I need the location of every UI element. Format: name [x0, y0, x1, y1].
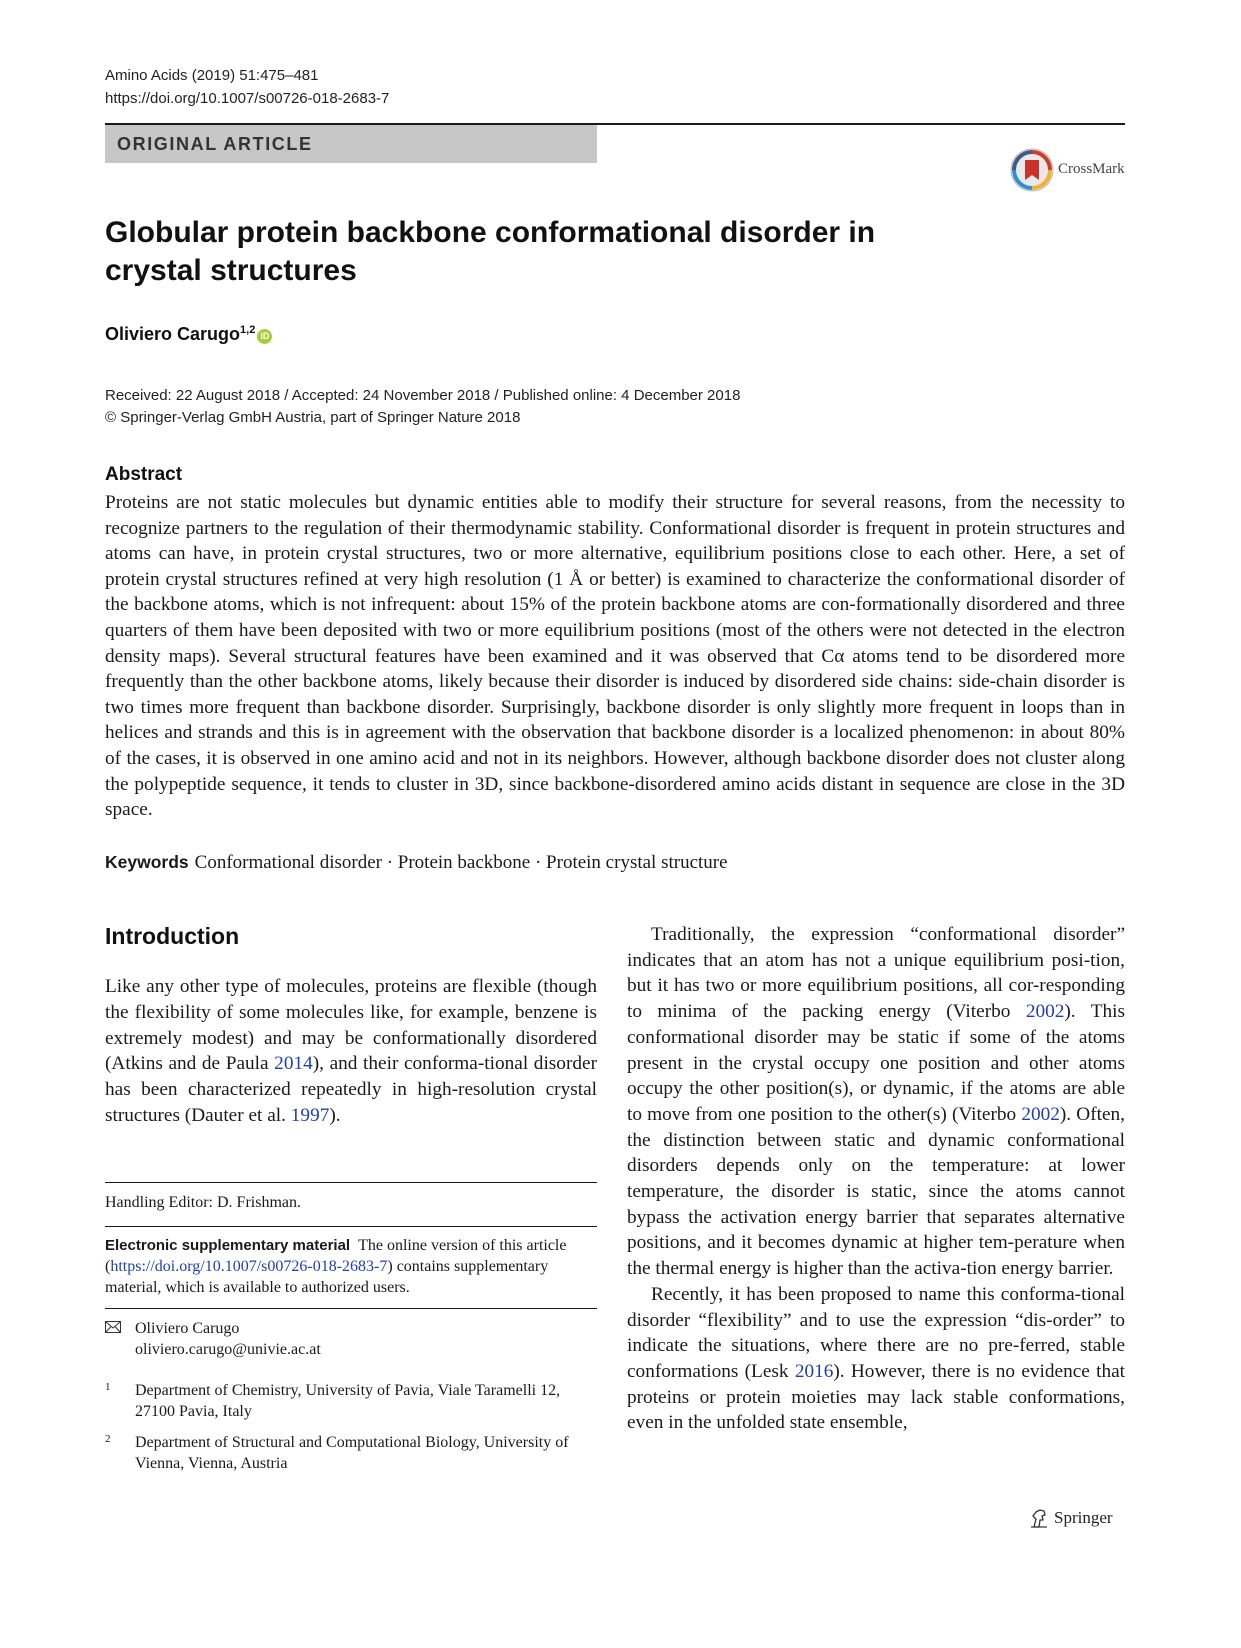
- author-affiliation-marks: 1,2: [240, 324, 256, 336]
- text-run: ). However, there is no evidence that proteins or protein moieties may lack stable conformations, even in the unfolded state ensemble,: [627, 1360, 1125, 1434]
- supplementary-material-note: [105, 1235, 597, 1298]
- introduction-paragraph-2: [627, 922, 1125, 1282]
- crossmark-label: CrossMark: [1058, 161, 1125, 177]
- text-run: Traditionally, the expression “conformational disorder” indicates that an atom has not a unique equilibrium posi-tion, but it has two or more equilibrium positions, all cor-responding to minima of the packing energy (Viterbo: [627, 924, 1125, 1023]
- author-name[interactable]: Oliviero Carugo: [105, 324, 241, 344]
- keywords-label: Keywords: [105, 852, 189, 872]
- handling-editor: Handling Editor: D. Frishman.: [105, 1194, 301, 1211]
- history-dates: Received: 22 August 2018 / Accepted: 24 November 2018 / Published online: 4 December 2018: [105, 387, 741, 404]
- springer-horse-icon: [1028, 1507, 1050, 1529]
- text-run: The online version of this article (: [105, 1237, 567, 1275]
- citation-link[interactable]: 1997: [290, 1104, 330, 1126]
- esm-label: Electronic supplementary material: [105, 1237, 351, 1254]
- introduction-paragraph-1: [105, 974, 597, 1129]
- journal-citation: Amino Acids (2019) 51:475–481: [105, 67, 319, 84]
- affiliation-number: 2: [105, 1433, 111, 1445]
- citation-link[interactable]: 2016: [794, 1360, 834, 1382]
- article-title: Globular protein backbone conformational disorder in crystal structures: [105, 216, 876, 287]
- author-line: [105, 324, 272, 345]
- esm-doi-link[interactable]: https://doi.org/10.1007/s00726-018-2683-7: [110, 1258, 388, 1275]
- affiliation-number: 1: [105, 1381, 111, 1393]
- text-run: ). This conformational disorder may be static if some of the atoms present in the crystal occupy one position and other atoms occupy the other position(s), or dynamic, if the atoms are able to move from one position to the other(s) (Viterbo: [627, 1001, 1125, 1125]
- footnote-rule: [105, 1182, 597, 1183]
- footnote-rule: [105, 1226, 597, 1227]
- journal-info: [105, 64, 389, 110]
- affiliation-text: Department of Chemistry, University of Pavia, Viale Taramelli 12, 27100 Pavia, Italy: [135, 1382, 561, 1420]
- introduction-heading: Introduction: [105, 923, 240, 949]
- correspondence-name: Oliviero Carugo: [135, 1320, 240, 1337]
- crossmark-icon: [1010, 148, 1054, 192]
- text-run: ). Often, the distinction between static and dynamic conformational disorders depends only on the temperature: at lower temperature, the disorder is static, since the atoms cannot bypass the activation energy barrier that separates alternative positions, and it becomes dynamic at higher tem-perature when the thermal energy is higher than the activa-tion energy barrier.: [627, 1103, 1125, 1280]
- footnote-rule: [105, 1308, 597, 1309]
- mail-icon: [105, 1321, 121, 1333]
- copyright: © Springer-Verlag GmbH Austria, part of Springer Nature 2018: [105, 409, 521, 426]
- keywords-list: Conformational disorder · Protein backbone · Protein crystal structure: [194, 852, 728, 873]
- springer-logo: [1028, 1505, 1138, 1531]
- introduction-paragraph-3: [627, 1282, 1125, 1436]
- article-type: ORIGINAL ARTICLE: [117, 134, 313, 154]
- keywords: [105, 852, 728, 874]
- text-run: ).: [329, 1104, 341, 1126]
- publisher-name: Springer: [1054, 1508, 1113, 1527]
- correspondence-email[interactable]: oliviero.carugo@univie.ac.at: [135, 1341, 321, 1358]
- citation-link[interactable]: 2002: [1021, 1103, 1060, 1125]
- abstract-text: Proteins are not static molecules but dynamic entities able to modify their structure for several reasons, from the necessity to recognize partners to the regulation of their thermodynamic stability. Conformational disorder is frequent in protein structures and atoms can have, in protein crystal structures, two or more alternative, equilibrium positions close to each other. Here, a set of protein crystal structures refined at very high resolution (1 Å or better) is examined to characterize the conformational disorder of the backbone atoms, which is not infrequent: about 15% of the protein backbone atoms are con-formationally disordered and three quarters of them have been deposited with two or more equilibrium positions (most of the others were not detected in the electron density maps). Several structural features have been examined and it was observed that Cα atoms tend to be disordered more frequently than the other backbone atoms, likely because their disorder is induced by disordered side chains: side-chain disorder is two times more frequent than backbone disorder. Surprisingly, backbone disorder is only slightly more frequent in loops than in helices and strands and this is in agreement with the observation that backbone disorder is a localized phenomenon: in about 80% of the cases, it is observed in one amino acid and not in its neighbors. However, although backbone disorder does not cluster along the polypeptide sequence, it tends to cluster in 3D, since backbone-disordered amino acids distant in sequence are close in the 3D space.: [105, 492, 1125, 821]
- citation-link[interactable]: 2002: [1025, 1001, 1065, 1023]
- text-run: Like any other type of molecules, proteins are flexible (though the flexibility of some molecules like, for example, benzene is extremely modest) and may be conformationally disordered (Atkins and de Paula: [105, 976, 597, 1075]
- text-run: Recently, it has been proposed to name this conforma-tional disorder “flexibility” and to use the expression “dis-order” to indicate the situations, where there are no pre-ferred, stable conformations (Lesk: [627, 1283, 1125, 1382]
- journal-doi[interactable]: https://doi.org/10.1007/s00726-018-2683-7: [105, 90, 390, 107]
- article-type-band: [105, 125, 597, 163]
- text-run: ) contains supplementary material, which is available to authorized users.: [105, 1258, 549, 1296]
- abstract-heading: Abstract: [105, 464, 183, 485]
- orcid-icon[interactable]: iD: [257, 329, 272, 344]
- citation-link[interactable]: 2014: [274, 1053, 313, 1075]
- crossmark-badge[interactable]: [1010, 146, 1130, 194]
- text-run: ), and their conforma-tional disorder has been characterized repeatedly in high-resolution crystal structures (Dauter et al.: [105, 1053, 597, 1126]
- article-dates: [105, 385, 740, 429]
- introduction-right-column: [627, 922, 1125, 1436]
- affiliation-text: Department of Structural and Computational Biology, University of Vienna, Vienna, Austria: [135, 1434, 569, 1472]
